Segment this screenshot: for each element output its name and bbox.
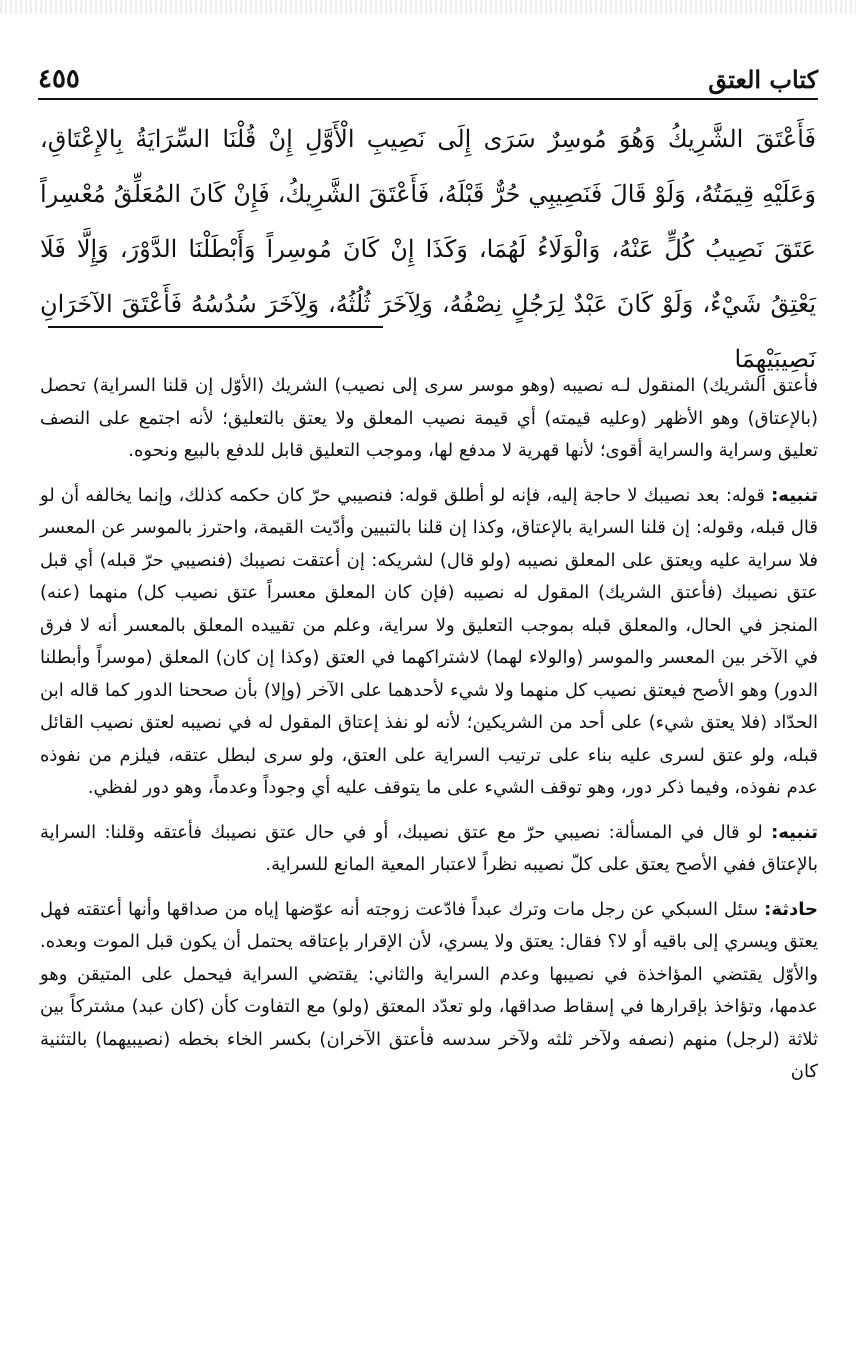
page-header (38, 44, 818, 100)
scan-edge (0, 0, 856, 14)
note-label: تنبيه: (771, 821, 818, 843)
incident-text: سئل السبكي عن رجل مات وترك عبداً فادّعت زوجته أنه عوّضها إياه من صداقها وأنها أعتقته فهل يعتق ويسري إلى باقيه أو لا؟ فقال: يعتق ولا يسري، لأن الإقرار بإعتاقه يحتمل أن يكون قبل الموت وبعده. والأوّل يقتضي المؤاخذة في نصيبها وعدم السراية والثاني: يقتضي السراية فيحمل على المتيقن وهو عدمها، وتؤاخذ بإقرارها في إسقاط صداقها، ولو تعدّد المعتق (ولو) مع التفاوت كأن (كان عبد) مشتركاً بين ثلاثة (لرجل) منهم (نصفه ولآخر ثلثه ولآخر سدسه فأعتق الآخران) بكسر الخاء بخطه (نصيبيهما) بالتثنية كان (40, 898, 818, 1082)
running-title: كتاب العتق (708, 65, 818, 94)
main-text (40, 112, 816, 387)
page-number: ٤٥٥ (38, 64, 80, 94)
note-label: تنبيه: (771, 484, 818, 506)
note-text: قوله: بعد نصيبك لا حاجة إليه، فإنه لو أطلق قوله: فنصيبي حرّ كان حكمه كذلك، وإنما يخالفه أن لو قال قبله، وقوله: إن قلنا السراية بالإعتاق، وكذا إن قلنا بالتبيين وأدّيت القيمة، واحترز بالموسر عن المعسر فلا سراية عليه ويعتق على المعلق نصيبه (ولو قال) لشريكه: إن أعتقت نصيبك (فنصيبي حرّ قبله) أي قبل عتق نصيبك (فأعتق الشريك) المقول له نصيبه (فإن كان المعلق معسراً عتق نصيب كل) منهما (عنه) المنجز في الحال، والمعلق قبله بموجب التعليق ولا سراية، وعلم من تقييده المعلق بالمعسر أنه لا فرق في الآخر بين المعسر والموسر (والولاء لهما) لاشتراكهما في العتق (وكذا إن كان) المعلق (موسراً وأبطلنا الدور) وهو الأصح فيعتق نصيب كل منهما ولا شيء لأحدهما على الآخر (وإلا) بأن صححنا الدور كما قاله ابن الحدّاد (فلا يعتق شيء) على أحد من الشريكين؛ لأنه لو نفذ إعتاق المقول له في نصيبه لعتق نصيب القائل قبله، ولو عتق لسرى عليه بناء على ترتيب السراية على العتق، ولو سرى لبطل عتقه، فيلزم من نفوذه عدم نفوذه، وفيما ذكر دور، وهو توقف الشيء على ما يتوقف عليه أي وجوداً وعدماً، وهو دور لفظي. (40, 484, 818, 798)
note-text: لو قال في المسألة: نصيبي حرّ مع عتق نصيبك، أو في حال عتق نصيبك فأعتقه وقلنا: السراية بالإعتاق ففي الأصح يعتق على كلّ نصيبه نظراً لاعتبار المعية المانع للسراية. (40, 821, 818, 875)
commentary-paragraph-2 (40, 480, 818, 805)
commentary-paragraph-1: فأعتق الشريك) المنقول لـه نصيبه (وهو موسر سرى إلى نصيب) الشريك (الأوّل إن قلنا السراية) تحصل (بالإعتاق) وهو الأظهر (وعليه قيمته) أي قيمة نصيب المعلق ولا يعتق بالتعليق؛ لأنه اجتمع على النصف تعليق وسراية والسراية أقوى؛ لأنها قهرية لا مدفع لها، وموجب التعليق قابل للدفع بالبيع ونحوه. (40, 375, 818, 461)
commentary-paragraph-3 (40, 817, 818, 882)
commentary (40, 370, 818, 1089)
commentary-paragraph-4 (40, 894, 818, 1089)
main-text-paragraph: فَأَعْتَقَ الشَّرِيكُ وَهُوَ مُوسِرٌ سَرَى إِلَى نَصِيبِ الْأَوَّلِ إِنْ قُلْنَا السِّرَايَةُ بِالإِعْتَاقِ، وَعَلَيْهِ قِيمَتُهُ، وَلَوْ قَالَ فَنَصِيبِي حُرٌّ قَبْلَهُ، فَأَعْتَقَ الشَّرِيكُ، فَإِنْ كَانَ المُعَلِّقُ مُعْسِراً عَتَقَ نَصِيبُ كُلٍّ عَنْهُ، وَالْوَلَاءُ لَهُمَا، وَكَذَا إِنْ كَانَ مُوسِراً وَأَبْطَلْنَا الدَّوْرَ، وَإِلَّا فَلَا يَعْتِقُ شَيْءٌ، وَلَوْ كَانَ عَبْدٌ لِرَجُلٍ نِصْفُهُ، وَلِآخَرَ ثُلُثُهُ، وَلِآخَرَ سُدُسُهُ فَأَعْتَقَ الآخَرَانِ نَصِيبَيْهِمَا (40, 125, 816, 373)
footnote-divider (48, 326, 383, 328)
incident-label: حادثة: (764, 898, 818, 920)
